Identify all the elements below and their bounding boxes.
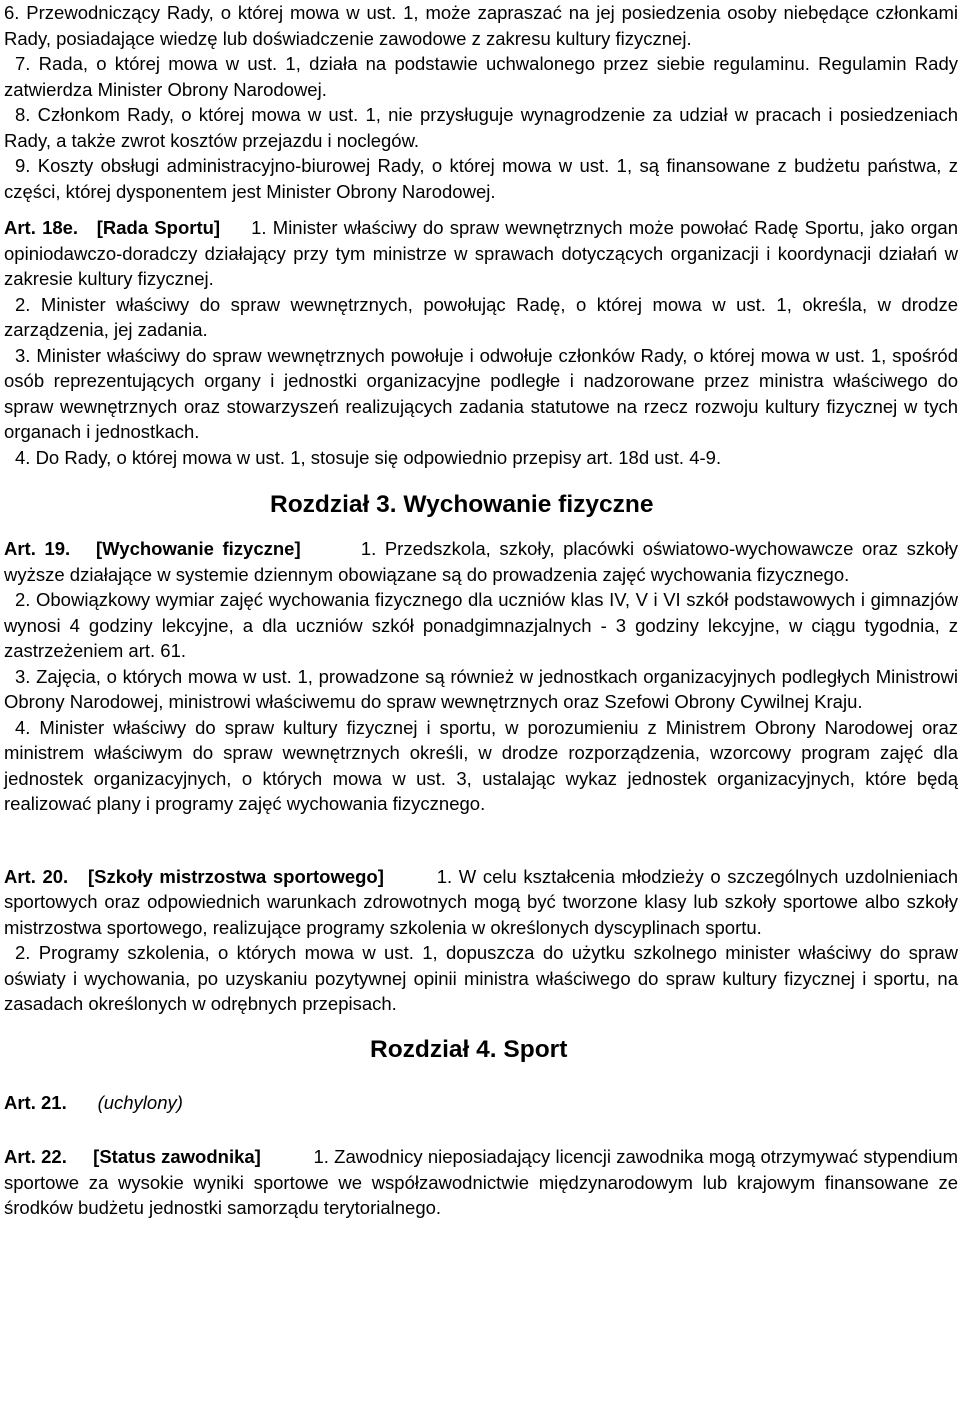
art-19-label: Art. 19. [4,538,71,559]
spacer [4,1017,958,1035]
art-19-paragraph-3: 3. Zajęcia, o których mowa w ust. 1, prowadzone są również w jednostkach organizacyjnych podległych Ministrowi Obrony Narodowej, ministrowi właściwemu do spraw wewnętrznych oraz Szefowi Obrony Cywilnej Kraju. [4,665,958,712]
paragraph-9: 9. Koszty obsługi administracyjno-biurowej Rady, o której mowa w ust. 1, są finansowane z budżetu państwa, z części, której dysponentem jest Minister Obrony Narodowej. [4,155,958,202]
art-19-title: [Wychowanie fizyczne] [96,538,301,559]
art-19-paragraph-4: 4. Minister właściwy do spraw kultury fizycznej i sportu, w porozumieniu z Ministrem Obrony Narodowej oraz ministrem właściwym do spraw wewnętrznych określi, w drodze rozporządzenia, wzorcowy program zajęć dla jednostek organizacyjnych, o których mowa w ust. 3, ustalając wykaz jednostek organizacyjnych, które będą realizować plany i programy zajęć wychowania fizycznego. [4,716,958,814]
paragraph-6: 6. Przewodniczący Rady, o której mowa w ust. 1, może zapraszać na jej posiedzenia osoby niebędące członkami Rady, posiadające wiedzę lub doświadczenie zawodowe z zakresu kultury fizycznej. [4,2,958,49]
spacer [4,520,958,536]
art-22-title: [Status zawodnika] [93,1146,261,1167]
art-20-paragraph-1 [4,864,958,941]
art-22-label: Art. 22. [4,1146,67,1167]
chapter-3-heading: Rozdział 3. Wychowanie fizyczne [270,491,654,518]
art-19-text-1: 1. Przedszkola, szkoły, placówki oświatowo-wychowawcze oraz szkoły wyższe działające w systemie dziennym obowiązane są do prowadzenia zajęć wychowania fizycznego. [4,538,959,585]
art-18e-paragraph-1 [4,215,958,292]
art-21-paragraph [4,1090,958,1116]
art-18e-paragraph-3: 3. Minister właściwy do spraw wewnętrznych powołuje i odwołuje członków Rady, o której mowa w ust. 1, spośród osób reprezentujących organy i jednostki organizacyjne podległe i nadzorowane przez ministra właściwego do spraw wewnętrznych oraz stowarzyszeń realizujących zadania statutowe na rzecz rozwoju kultury fizycznej w tych organach i jednostkach. [4,344,958,442]
art-20-text-1: 1. W celu kształcenia młodzieży o szczególnych uzdolnieniach sportowych oraz odpowiednich warunkach zdrowotnych mogą być tworzone klasy lub szkoły sportowe albo szkoły mistrzostwa sportowego, realizujące programy szkolenia w określonych dyscyplinach sportu. [4,865,959,938]
document-page [4,0,958,1221]
paragraph-8: 8. Członkom Rady, o której mowa w ust. 1, nie przysługuje wynagrodzenie za udział w pracach i posiedzeniach Rady, a także zwrot kosztów przejazdu i noclegów. [4,104,958,151]
art-21-status: (uchylony) [97,1091,183,1113]
art-19-paragraph-1 [4,536,958,587]
art-20-paragraph-2: 2. Programy szkolenia, o których mowa w ust. 1, dopuszcza do użytku szkolnego minister właściwy do spraw oświaty i wychowania, po uzyskaniu pozytywnej opinii ministra właściwego do spraw kultury fizycznej i sportu, na zasadach określonych w odrębnych przepisach. [4,942,958,1014]
spacer [4,470,958,490]
art-20-title: [Szkoły mistrzostwa sportowego] [88,865,384,887]
art-18e-paragraph-2: 2. Minister właściwy do spraw wewnętrznych, powołując Radę, o której mowa w ust. 1, określa, w drodze zarządzenia, jej zadania. [4,293,958,340]
spacer [4,817,958,864]
art-22-text-1: 1. Zawodnicy nieposiadający licencji zawodnika mogą otrzymywać stypendium sportowe za wysokie wyniki sportowe we współzawodnictwie międzynarodowym lub krajowym finansowane ze środków budżetu jednostki samorządu terytorialnego. [4,1146,958,1218]
art-18e-title: [Rada Sportu] [96,217,221,238]
paragraph-7: 7. Rada, o której mowa w ust. 1, działa na podstawie uchwalonego przez siebie regulaminu. Regulamin Rady zatwierdza Minister Obrony Narodowej. [4,53,958,100]
spacer [4,1115,958,1144]
art-19-paragraph-2: 2. Obowiązkowy wymiar zajęć wychowania fizycznego dla uczniów klas IV, V i VI szkół podstawowych i gimnazjów wynosi 4 godziny lekcyjne, a dla uczniów szkół ponadgimnazjalnych - 3 godziny lekcyjne, w ciągu tygodnia, z zastrzeżeniem art. 61. [4,589,958,661]
art-18e-label: Art. 18e. [4,217,79,238]
chapter-4-heading: Rozdział 4. Sport [370,1035,568,1063]
spacer [4,204,958,215]
art-18e-paragraph-4: 4. Do Rady, o której mowa w ust. 1, stosuje się odpowiednio przepisy art. 18d ust. 4-9. [15,446,722,468]
spacer [4,1065,958,1090]
art-21-label: Art. 21. [4,1091,67,1113]
art-18e-text-1: 1. Minister właściwy do spraw wewnętrznych może powołać Radę Sportu, jako organ opiniodawczo-doradczy działający przy tym ministrze w sprawach dotyczących organizacji i koordynacji działań w zakresie kultury fizycznej. [4,217,958,289]
art-22-paragraph-1 [4,1144,958,1221]
art-20-label: Art. 20. [4,865,69,887]
